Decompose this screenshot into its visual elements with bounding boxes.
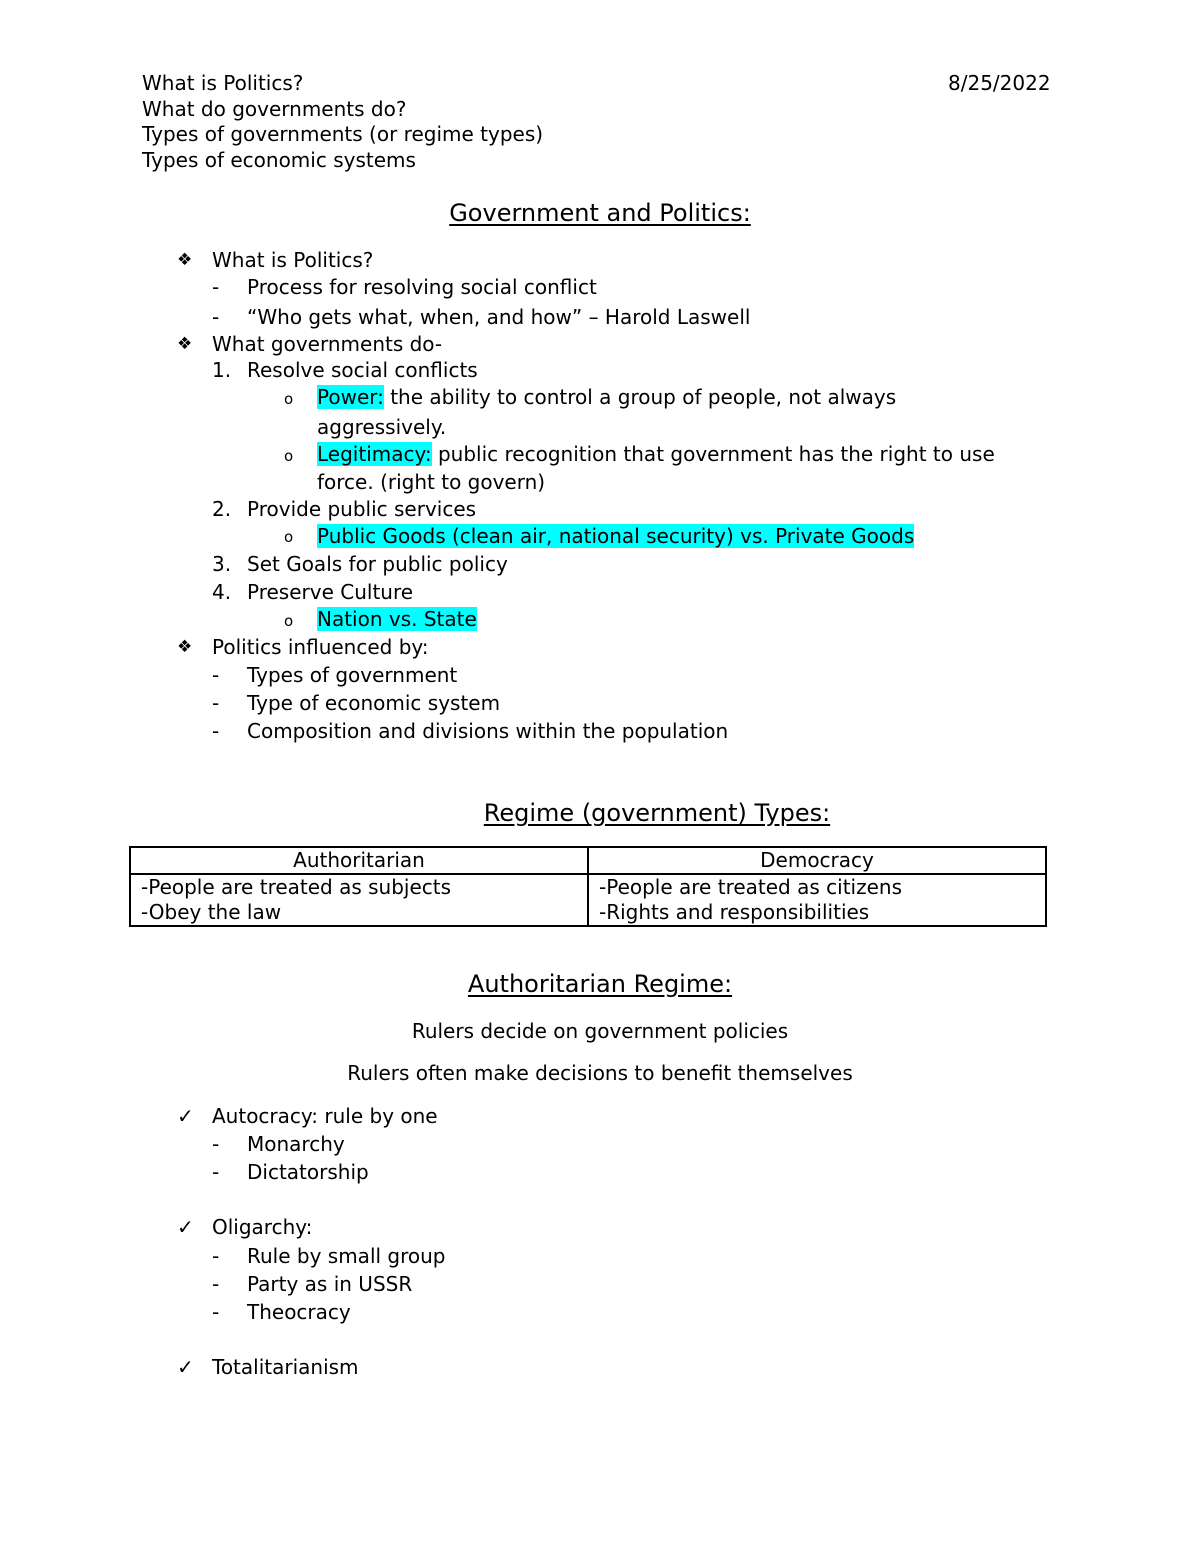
circle-bullet-icon: o	[284, 447, 294, 465]
table-row	[130, 874, 1046, 926]
header-line-2: What do governments do?	[142, 97, 407, 121]
header-line-1: What is Politics?	[142, 71, 304, 95]
table-cell-line: -People are treated as subjects	[141, 875, 452, 899]
bullet-what-is-politics: What is Politics?	[212, 248, 374, 272]
dash-bullet-icon: -	[212, 663, 220, 687]
bullet-what-governments-do: What governments do-	[212, 332, 443, 356]
centered-line: Rulers decide on government policies	[411, 1019, 789, 1043]
list-item: Process for resolving social conflict	[247, 275, 597, 299]
dash-bullet-icon: -	[212, 1272, 220, 1296]
table-header-row	[130, 847, 1046, 874]
definition-continuation: aggressively.	[317, 415, 447, 439]
checkmark-icon: ✓	[177, 1215, 194, 1239]
list-number: 4.	[212, 580, 232, 604]
dash-bullet-icon: -	[212, 305, 220, 329]
list-item: Theocracy	[247, 1300, 351, 1324]
header-line-4: Types of economic systems	[142, 148, 416, 172]
list-number: 1.	[212, 358, 232, 382]
list-number: 2.	[212, 497, 232, 521]
section-title-regime-types: Regime (government) Types:	[483, 799, 831, 827]
dash-bullet-icon: -	[212, 691, 220, 715]
list-item: “Who gets what, when, and how” – Harold Laswell	[247, 305, 751, 329]
highlight-public-goods: Public Goods (clean air, national security) vs. Private Goods	[317, 524, 915, 548]
list-item: Types of government	[247, 663, 458, 687]
header-date: 8/25/2022	[948, 71, 1051, 95]
diamond-bullet-icon: ❖	[177, 334, 193, 354]
table-cell-line: -People are treated as citizens	[599, 875, 902, 899]
checkmark-icon: ✓	[177, 1104, 194, 1128]
header-line-3: Types of governments (or regime types)	[142, 122, 544, 146]
dash-bullet-icon: -	[212, 719, 220, 743]
table-cell-authoritarian	[130, 874, 588, 926]
definition-text: the ability to control a group of people, not always	[383, 385, 897, 409]
list-item: Type of economic system	[247, 691, 501, 715]
diamond-bullet-icon: ❖	[177, 637, 193, 657]
circle-bullet-icon: o	[284, 612, 294, 630]
table-cell-line: -Obey the law	[141, 900, 282, 924]
term-legitimacy: Legitimacy:	[317, 442, 432, 466]
bullet-politics-influenced: Politics influenced by:	[212, 635, 429, 659]
table-header-authoritarian: Authoritarian	[130, 847, 588, 874]
table-cell-line: -Rights and responsibilities	[599, 900, 870, 924]
list-item: Monarchy	[247, 1132, 345, 1156]
dash-bullet-icon: -	[212, 1244, 220, 1268]
term-power: Power:	[317, 385, 384, 409]
dash-bullet-icon: -	[212, 1132, 220, 1156]
list-item: Resolve social conflicts	[247, 358, 478, 382]
check-item-oligarchy: Oligarchy:	[212, 1215, 313, 1239]
list-item: Preserve Culture	[247, 580, 414, 604]
highlight-nation-state: Nation vs. State	[317, 607, 477, 631]
check-item-autocracy: Autocracy: rule by one	[212, 1104, 438, 1128]
regime-types-table	[129, 846, 1047, 927]
list-item: Set Goals for public policy	[247, 552, 508, 576]
dash-bullet-icon: -	[212, 275, 220, 299]
definition-continuation: force. (right to govern)	[317, 470, 546, 494]
dash-bullet-icon: -	[212, 1160, 220, 1184]
list-item: Provide public services	[247, 497, 477, 521]
checkmark-icon: ✓	[177, 1355, 194, 1379]
section-title-government-politics: Government and Politics:	[449, 199, 751, 227]
list-item: Composition and divisions within the population	[247, 719, 729, 743]
highlighted-note	[317, 526, 914, 546]
section-title-authoritarian-regime: Authoritarian Regime:	[467, 970, 733, 998]
list-number: 3.	[212, 552, 232, 576]
table-cell-democracy	[588, 874, 1046, 926]
definition-text: public recognition that government has the right to use	[431, 442, 995, 466]
list-item: Party as in USSR	[247, 1272, 413, 1296]
highlighted-note	[317, 609, 477, 629]
definition-power	[317, 387, 896, 407]
circle-bullet-icon: o	[284, 528, 294, 546]
centered-line: Rulers often make decisions to benefit themselves	[347, 1061, 853, 1085]
diamond-bullet-icon: ❖	[177, 250, 193, 270]
definition-legitimacy	[317, 444, 995, 464]
check-item-totalitarianism: Totalitarianism	[212, 1355, 359, 1379]
list-item: Rule by small group	[247, 1244, 446, 1268]
table-header-democracy: Democracy	[588, 847, 1046, 874]
circle-bullet-icon: o	[284, 390, 294, 408]
dash-bullet-icon: -	[212, 1300, 220, 1324]
list-item: Dictatorship	[247, 1160, 369, 1184]
